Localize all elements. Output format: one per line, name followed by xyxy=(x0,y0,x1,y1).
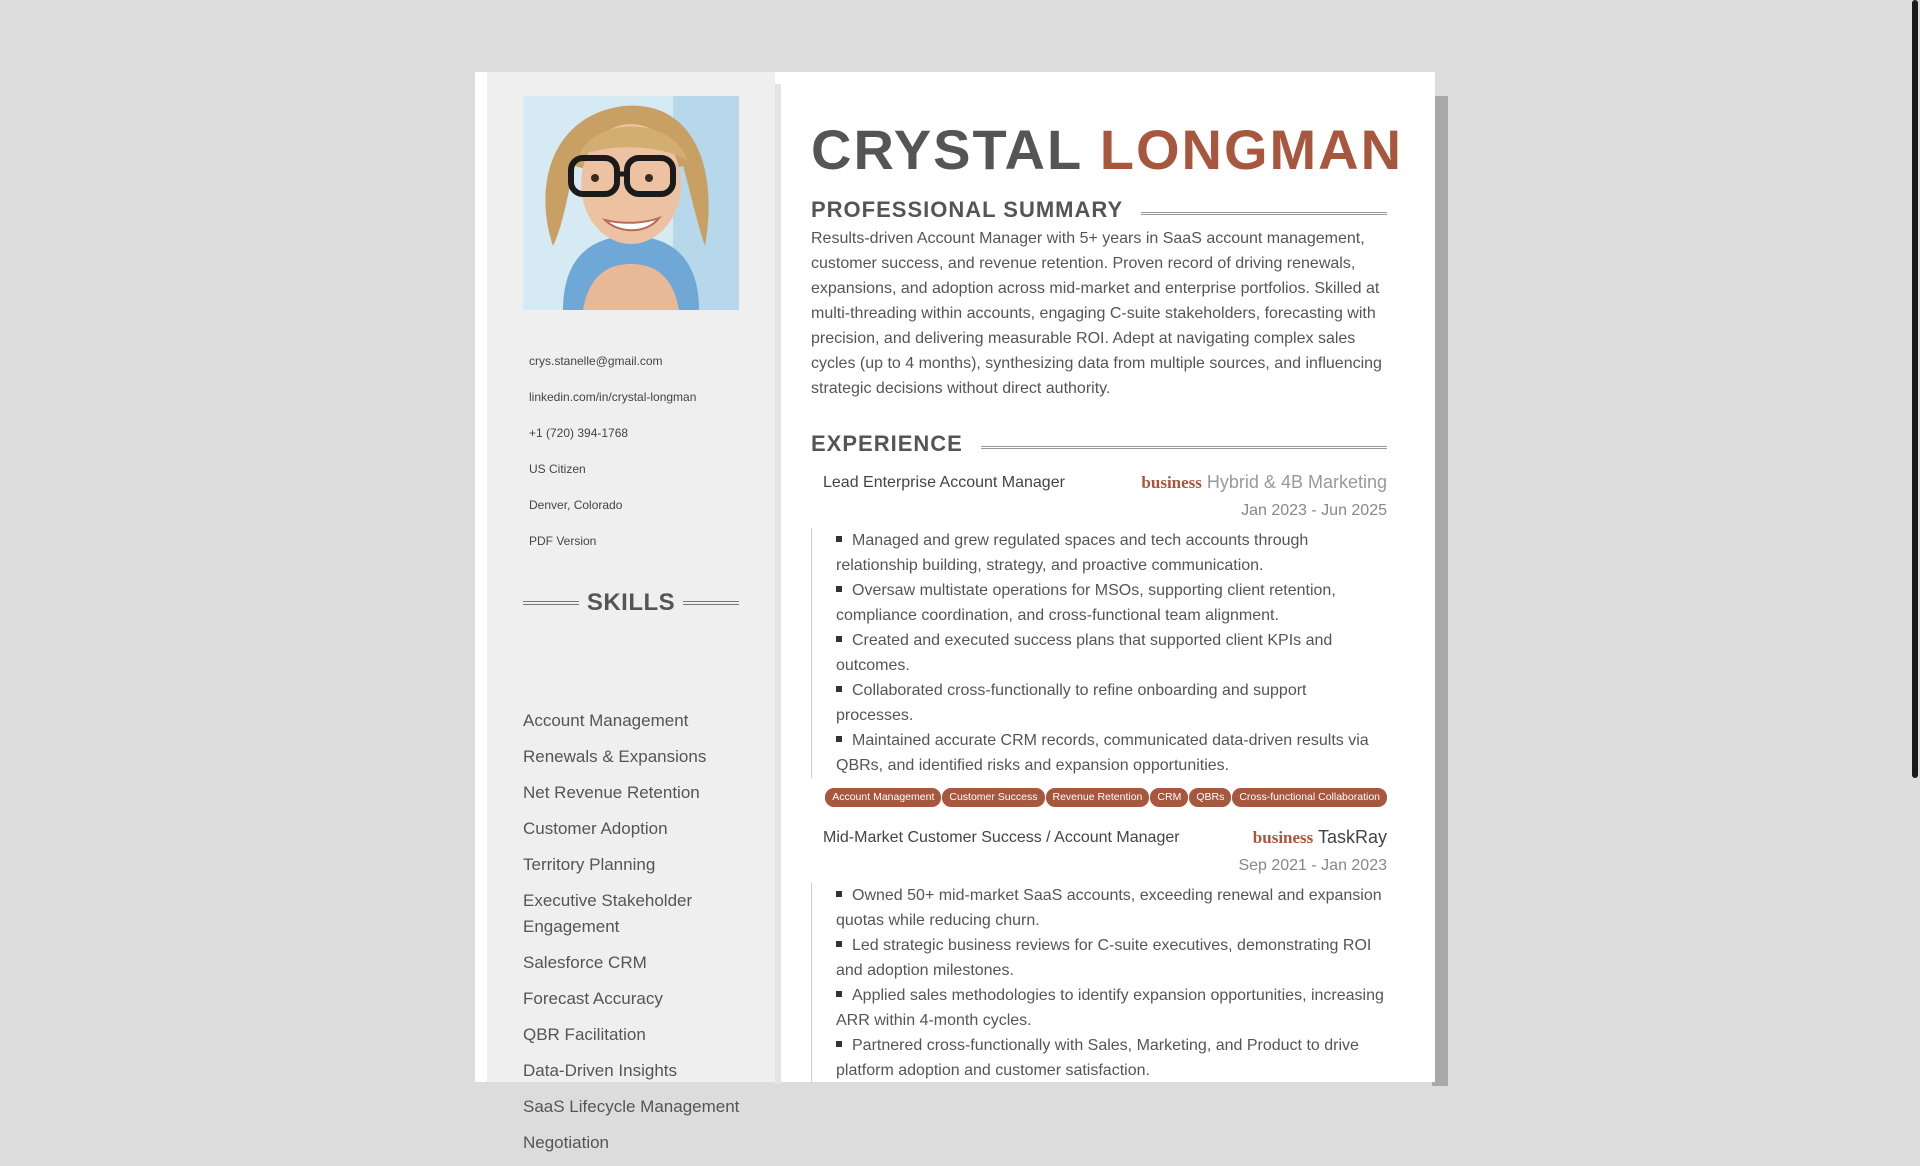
job-header xyxy=(811,472,1387,528)
skills-heading xyxy=(523,588,739,618)
skills-heading-label: SKILLS xyxy=(586,589,676,616)
page-scrollbar[interactable] xyxy=(1908,0,1920,1080)
business-icon: business xyxy=(1252,828,1314,847)
job-bullet xyxy=(836,1033,1387,1083)
skill-item: QBR Facilitation xyxy=(523,1025,646,1044)
summary-heading xyxy=(811,196,1387,224)
bullet-square-icon xyxy=(836,686,842,692)
candidate-name xyxy=(811,116,1403,184)
company-name: TaskRay xyxy=(1317,827,1387,847)
bullet-square-icon xyxy=(836,991,842,997)
job-bullet-text: Applied sales methodologies to identify expansion opportunities, increasing ARR within 4-month cycles. xyxy=(836,987,1384,1029)
skill-item: Net Revenue Retention xyxy=(523,783,700,802)
company-name: Hybrid & 4B Marketing xyxy=(1206,472,1387,492)
contact-email[interactable]: crys.stanelle@gmail.com xyxy=(529,354,663,368)
job-title: Lead Enterprise Account Manager xyxy=(823,474,1065,491)
job-bullets xyxy=(812,883,1387,1083)
experience-heading-rule xyxy=(981,446,1387,449)
job-bullet xyxy=(836,728,1387,778)
experience-heading-label: EXPERIENCE xyxy=(811,431,963,456)
skills-heading-rule-left xyxy=(523,601,579,605)
job-company xyxy=(1253,827,1387,848)
bullet-square-icon xyxy=(836,586,842,592)
bullet-square-icon xyxy=(836,736,842,742)
summary-heading-label: PROFESSIONAL SUMMARY xyxy=(811,197,1124,222)
job-entry xyxy=(811,827,1387,1083)
contact-citizenship: US Citizen xyxy=(529,462,586,476)
job-bullet-text: Led strategic business reviews for C-suite executives, demonstrating ROI and adoption milestones. xyxy=(836,937,1372,979)
job-bullet xyxy=(836,578,1387,628)
tag-pill: Revenue Retention xyxy=(1046,788,1150,807)
bullet-square-icon xyxy=(836,636,842,642)
job-dates: Sep 2021 - Jan 2023 xyxy=(1238,857,1387,874)
portrait-photo-icon xyxy=(523,96,739,310)
skill-item: Customer Adoption xyxy=(523,819,668,838)
skill-item: Renewals & Expansions xyxy=(523,747,707,766)
job-bullet-text: Partnered cross-functionally with Sales, Marketing, and Product to drive platform adoption and customer satisfaction. xyxy=(836,1037,1359,1079)
contact-location: Denver, Colorado xyxy=(529,498,623,512)
resume-page xyxy=(475,72,1435,1152)
job-bullet-text: Collaborated cross-functionally to refine onboarding and support processes. xyxy=(836,682,1307,724)
job-header xyxy=(811,827,1387,883)
skill-item: Account Management xyxy=(523,711,689,730)
business-icon: business xyxy=(1141,473,1202,492)
job-title: Mid-Market Customer Success / Account Manager xyxy=(823,829,1180,846)
job-company xyxy=(1141,472,1387,493)
last-name: LONGMAN xyxy=(1099,118,1404,181)
skill-item: Territory Planning xyxy=(523,855,656,874)
job-bullet xyxy=(836,983,1387,1033)
bullet-square-icon xyxy=(836,536,842,542)
job-bullets xyxy=(812,528,1387,778)
tag-pill: Account Management xyxy=(825,788,941,807)
skill-item: Data-Driven Insights xyxy=(523,1061,678,1080)
job-body xyxy=(811,883,1387,1083)
main-content xyxy=(811,72,1411,1082)
skill-item: Forecast Accuracy xyxy=(523,989,663,1008)
column-divider xyxy=(775,84,781,1084)
job-bullet-text: Owned 50+ mid-market SaaS accounts, exceeding renewal and expansion quotas while reducing churn. xyxy=(836,887,1382,929)
first-name: CRYSTAL xyxy=(811,118,1083,181)
job-bullet xyxy=(836,883,1387,933)
bullet-square-icon xyxy=(836,891,842,897)
summary-text: Results-driven Account Manager with 5+ years in SaaS account management, customer success, and revenue retention. Proven record of driving renewals, expansions, and adoption across mid-market and enterprise portfolios. Skilled at multi-threading within accounts, engaging C-suite stakeholders, forecasting with precision, and delivering measurable ROI. Adept at navigating complex sales cycles (up to 4 months), synthesizing data from multiple sources, and influencing strategic decisions without direct authority. xyxy=(811,230,1382,397)
job-bullet xyxy=(836,528,1387,578)
tag-pill: Cross-functional Collaboration xyxy=(1232,788,1387,807)
job-bullet-text: Created and executed success plans that supported client KPIs and outcomes. xyxy=(836,632,1333,674)
skills-list xyxy=(523,708,743,1166)
skill-item: Negotiation xyxy=(523,1133,610,1152)
sidebar xyxy=(487,72,775,1152)
job-bullet xyxy=(836,678,1387,728)
contact-list xyxy=(529,351,696,567)
contact-pdf-link[interactable]: PDF Version xyxy=(529,534,597,548)
job-entry xyxy=(811,472,1387,807)
experience-heading xyxy=(811,430,1387,458)
contact-phone[interactable]: +1 (720) 394-1768 xyxy=(529,426,629,440)
tag-pill: Customer Success xyxy=(942,788,1044,807)
bullet-square-icon xyxy=(836,941,842,947)
skills-heading-rule-right xyxy=(683,601,739,605)
tag-pill: QBRs xyxy=(1189,788,1231,807)
job-bullet-text: Oversaw multistate operations for MSOs, supporting client retention, compliance coordination, and cross-functional team alignment. xyxy=(836,582,1336,624)
job-bullet xyxy=(836,933,1387,983)
tag-pill: CRM xyxy=(1150,788,1188,807)
job-tags xyxy=(811,788,1387,807)
skill-item: SaaS Lifecycle Management xyxy=(523,1097,740,1116)
skill-item: Salesforce CRM xyxy=(523,953,647,972)
scrollbar-thumb[interactable] xyxy=(1912,0,1918,778)
summary-heading-rule xyxy=(1141,212,1387,215)
job-bullet xyxy=(836,628,1387,678)
profile-photo xyxy=(523,96,739,310)
job-bullet-text: Maintained accurate CRM records, communicated data-driven results via QBRs, and identified risks and expansion opportunities. xyxy=(836,732,1369,774)
job-body xyxy=(811,528,1387,778)
skill-item: Executive Stakeholder Engagement xyxy=(523,891,693,936)
job-dates: Jan 2023 - Jun 2025 xyxy=(1241,502,1387,519)
bullet-square-icon xyxy=(836,1041,842,1047)
job-bullet-text: Managed and grew regulated spaces and tech accounts through relationship building, strategy, and proactive communication. xyxy=(836,532,1309,574)
contact-linkedin[interactable]: linkedin.com/in/crystal-longman xyxy=(529,390,697,404)
